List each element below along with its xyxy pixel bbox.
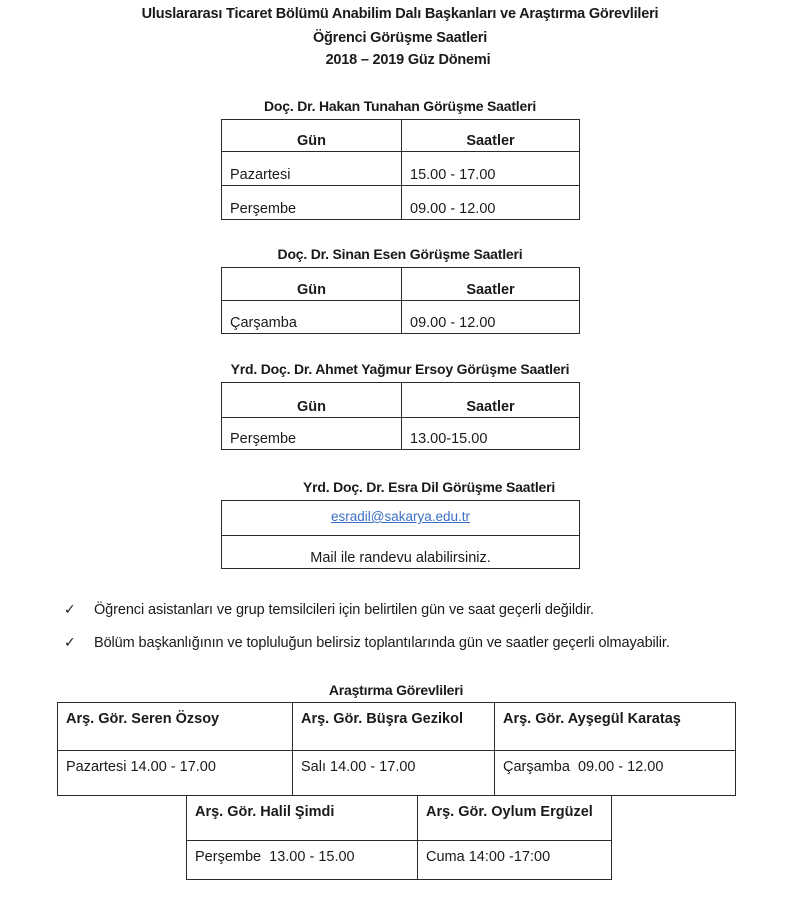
semester-label: 2018 – 2019 Güz Dönemi — [325, 52, 491, 68]
hours-cell: 09.00 - 12.00 — [402, 301, 580, 334]
faculty-caption-hakan-tunahan: Doç. Dr. Hakan Tunahan Görüşme Saatleri — [263, 98, 537, 114]
assistant-name: Arş. Gör. Seren Özsoy — [58, 703, 293, 751]
note-text: Öğrenci asistanları ve grup temsilcileri için belirtilen gün ve saat geçerli değildir. — [94, 602, 594, 618]
hours-cell: 13.00-15.00 — [402, 418, 580, 450]
faculty-caption-sinan-esen: Doç. Dr. Sinan Esen Görüşme Saatleri — [277, 246, 523, 262]
assistant-name: Arş. Gör. Oylum Ergüzel — [418, 796, 612, 841]
assistant-name: Arş. Gör. Halil Şimdi — [187, 796, 418, 841]
appointment-note: Mail ile randevu alabilirsiniz. — [222, 536, 580, 569]
document-title: Uluslararası Ticaret Bölümü Anabilim Dalı Başkanları ve Araştırma Görevlileri — [141, 6, 659, 22]
column-header-hours: Saatler — [402, 268, 580, 301]
note-item — [64, 601, 594, 618]
note-item — [64, 634, 670, 651]
checkmark-icon: ✓ — [64, 601, 76, 617]
assistant-hours: Çarşamba 09.00 - 12.00 — [495, 751, 736, 796]
hours-cell: 09.00 - 12.00 — [402, 186, 580, 220]
assistant-hours: Perşembe 13.00 - 15.00 — [187, 841, 418, 880]
table-row — [222, 418, 580, 450]
table-row — [222, 301, 580, 334]
assistant-name: Arş. Gör. Ayşegül Karataş — [495, 703, 736, 751]
schedule-table-hakan-tunahan — [221, 119, 580, 220]
document-subtitle: Öğrenci Görüşme Saatleri — [312, 30, 488, 46]
assistant-hours: Salı 14.00 - 17.00 — [293, 751, 495, 796]
day-cell: Pazartesi — [222, 152, 402, 186]
contact-table-esra-dil — [221, 500, 580, 569]
table-row — [222, 186, 580, 220]
assistants-table-row2 — [186, 795, 612, 880]
assistants-table-row1 — [57, 702, 736, 796]
day-cell: Perşembe — [222, 418, 402, 450]
note-text: Bölüm başkanlığının ve topluluğun belirsiz toplantılarında gün ve saatler geçerli olmayabilir. — [94, 635, 670, 651]
day-cell: Çarşamba — [222, 301, 402, 334]
schedule-table-ahmet-yagmur-ersoy — [221, 382, 580, 450]
assistants-caption: Araştırma Görevlileri — [328, 682, 464, 698]
schedule-table-sinan-esen — [221, 267, 580, 334]
assistant-hours: Cuma 14:00 -17:00 — [418, 841, 612, 880]
table-row — [222, 152, 580, 186]
faculty-caption-ahmet-yagmur-ersoy: Yrd. Doç. Dr. Ahmet Yağmur Ersoy Görüşme Saatleri — [230, 361, 570, 377]
assistant-name: Arş. Gör. Büşra Gezikol — [293, 703, 495, 751]
column-header-hours: Saatler — [402, 120, 580, 152]
checkmark-icon: ✓ — [64, 634, 76, 650]
column-header-day: Gün — [222, 120, 402, 152]
assistant-hours: Pazartesi 14.00 - 17.00 — [58, 751, 293, 796]
column-header-day: Gün — [222, 268, 402, 301]
email-link[interactable]: esradil@sakarya.edu.tr — [330, 509, 470, 524]
hours-cell: 15.00 - 17.00 — [402, 152, 580, 186]
faculty-caption-esra-dil: Yrd. Doç. Dr. Esra Dil Görüşme Saatleri — [302, 479, 556, 495]
column-header-day: Gün — [222, 383, 402, 418]
column-header-hours: Saatler — [402, 383, 580, 418]
day-cell: Perşembe — [222, 186, 402, 220]
